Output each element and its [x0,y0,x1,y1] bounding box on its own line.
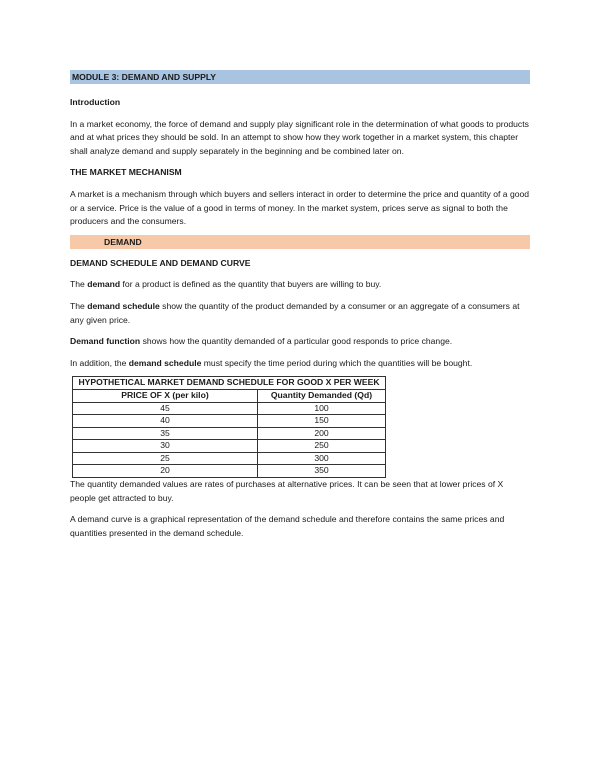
text-run: for a product is defined as the quantity that buyers are willing to buy. [120,279,382,290]
text-run: The [70,300,88,311]
market-mechanism-heading: THE MARKET MECHANISM [70,167,182,178]
price-cell: 35 [73,427,258,440]
intro-paragraph: In a market economy, the force of demand and supply play significant role in the determination of what goods to products and at what prices they should be sold. In an attempt to show how they work together in a market system, this chapter shall analyze demand and supply separately in the beginning and be combined later on. [70,118,529,156]
module-title-bar [70,70,530,84]
table-row [73,427,386,440]
bold-term: demand schedule [128,357,202,368]
intro-heading: Introduction [70,97,121,107]
table-row [73,402,386,415]
bold-term: demand schedule [87,300,160,311]
module-title: MODULE 3: DEMAND AND SUPPLY [72,72,217,82]
time-period-paragraph [70,357,530,371]
table-row [73,452,386,465]
bold-term: demand [87,279,121,290]
table-header-row [73,389,386,402]
text-run: In addition, the [70,357,129,368]
price-cell: 20 [73,465,258,478]
demand-curve-paragraph: A demand curve is a graphical representation of the demand schedule and therefore contains the same prices and quantities presented in the demand schedule. [70,514,505,538]
price-cell: 40 [73,415,258,428]
demand-function-definition [70,335,530,349]
quantity-cell: 150 [258,415,386,428]
quantity-column-header: Quantity Demanded (Qd) [258,389,386,402]
text-run: shows how the quantity demanded of a particular good responds to price change. [140,336,453,347]
quantity-cell: 250 [258,440,386,453]
demand-section-bar [70,235,530,249]
quantity-cell: 350 [258,465,386,478]
market-mechanism-paragraph: A market is a mechanism through which buyers and sellers interact in order to determine the price and quantity of a good or a service. Price is the value of a good in terms of money. In the market system, prices serve as signal to both the producers and the consumers. [70,188,530,227]
table-row [73,465,386,478]
quantity-cell: 200 [258,427,386,440]
table-title: HYPOTHETICAL MARKET DEMAND SCHEDULE FOR GOOD X PER WEEK [73,377,386,390]
bold-term: Demand function [70,336,141,347]
table-row [73,415,386,428]
quantity-cell: 300 [258,452,386,465]
price-cell: 25 [73,452,258,465]
price-cell: 45 [73,402,258,415]
quantity-explanation: The quantity demanded values are rates of purchases at alternative prices. It can be seen that at lower prices of X people get attracted to buy. [70,479,504,503]
schedule-heading: DEMAND SCHEDULE AND DEMAND CURVE [70,257,251,268]
table-title-row [73,377,386,390]
demand-schedule-definition [70,300,530,327]
quantity-cell: 100 [258,402,386,415]
text-run: show the quantity of the product demanded by a consumer or an aggregate of a consumers at any given price. [70,300,520,325]
demand-schedule-table [72,376,386,478]
page-content [70,70,530,540]
price-cell: 30 [73,440,258,453]
table-row [73,440,386,453]
demand-section-title: DEMAND [104,236,142,247]
demand-definition [70,278,530,292]
text-run: must specify the time period during which the quantities will be bought. [201,357,473,368]
price-column-header: PRICE OF X (per kilo) [73,389,258,402]
text-run: The [70,279,88,290]
